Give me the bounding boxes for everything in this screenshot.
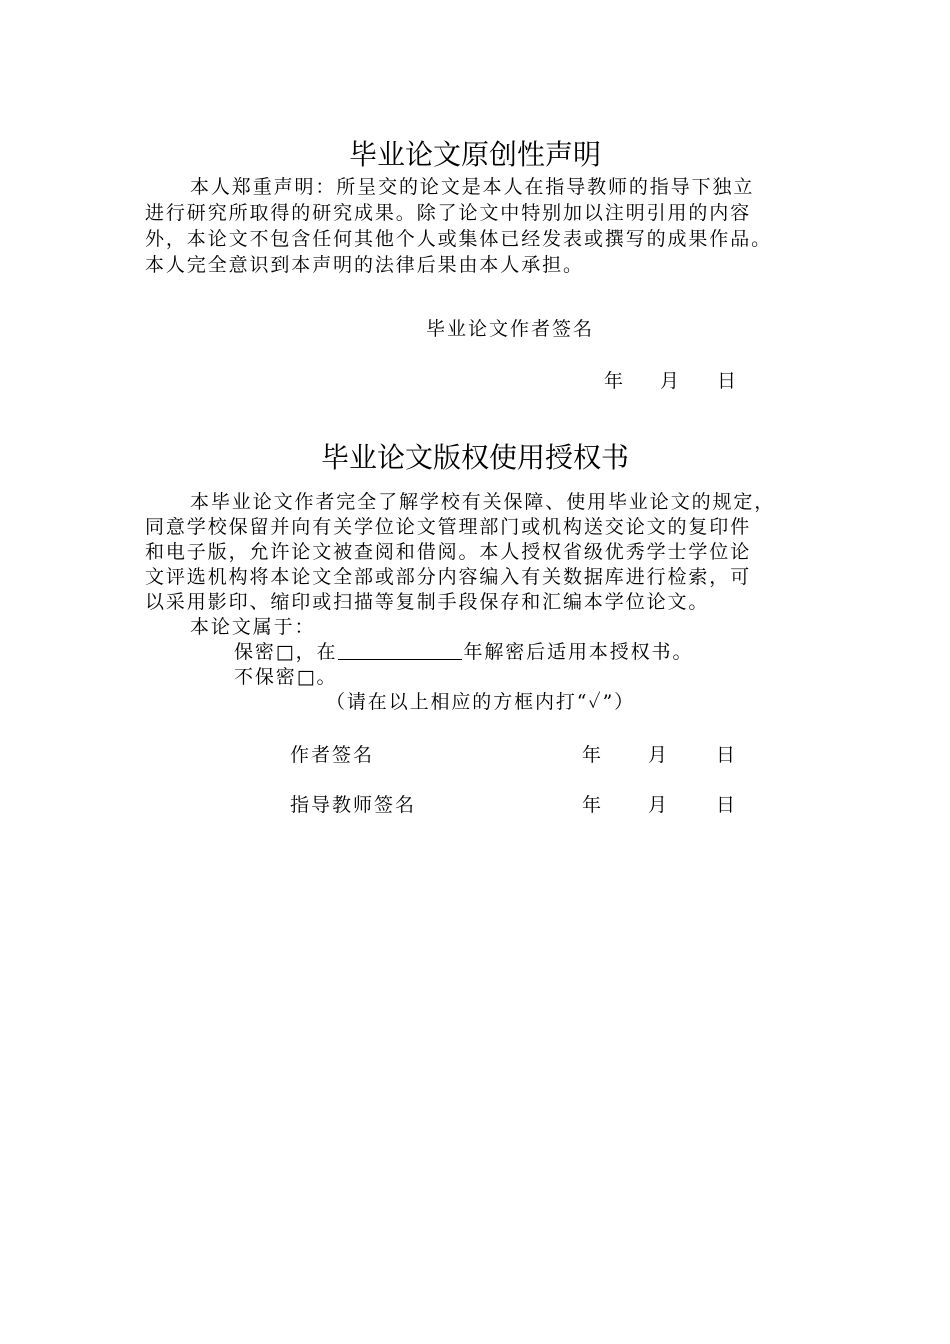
- declaration-line-2: 进行研究所取得的研究成果。除了论文中特别加以注明引用的内容: [145, 202, 752, 224]
- declaration-line-3: 外，本论文不包含任何其他个人或集体已经发表或撰写的成果作品。: [145, 228, 773, 250]
- belongs-label: 本论文属于：: [190, 616, 316, 638]
- check-instruction: （请在以上相应的方框内打“✓”）: [326, 691, 636, 713]
- author-date-year: 年: [582, 744, 604, 766]
- declaration-date-month: 月: [660, 370, 682, 392]
- authorization-line-3: 和电子版，允许论文被查阅和借阅。本人授权省级优秀学士学位论: [145, 541, 752, 563]
- advisor-signature-label: 指导教师签名: [290, 794, 417, 816]
- declaration-line-1: 本人郑重声明：所呈交的论文是本人在指导教师的指导下独立: [190, 176, 755, 198]
- declaration-date-day: 日: [717, 370, 739, 392]
- declaration-line-4: 本人完全意识到本声明的法律后果由本人承担。: [145, 254, 584, 276]
- declaration-title: 毕业论文原创性声明: [348, 138, 601, 171]
- author-signature-label: 作者签名: [290, 744, 375, 766]
- advisor-date-year: 年: [582, 794, 604, 816]
- authorization-line-2: 同意学校保留并向有关学位论文管理部门或机构送交论文的复印件: [145, 516, 752, 538]
- authorization-title: 毕业论文版权使用授权书: [320, 441, 629, 474]
- advisor-date-month: 月: [648, 794, 670, 816]
- author-date-day: 日: [716, 744, 738, 766]
- authorization-line-5: 以采用影印、缩印或扫描等复制手段保存和汇编本学位论文。: [145, 591, 710, 613]
- option-confidential: [234, 640, 693, 664]
- author-date-month: 月: [648, 744, 670, 766]
- option-confidential-prefix: 保密□，在: [234, 641, 338, 663]
- declaration-signature-label: 毕业论文作者签名: [426, 318, 595, 340]
- decrypt-years-blank[interactable]: [338, 641, 462, 660]
- advisor-date-day: 日: [716, 794, 738, 816]
- option-confidential-suffix: 年解密后适用本授权书。: [463, 641, 694, 663]
- option-not-confidential: 不保密□。: [234, 666, 338, 688]
- authorization-line-4: 文评选机构将本论文全部或部分内容编入有关数据库进行检索，可: [145, 566, 752, 588]
- authorization-line-1: 本毕业论文作者完全了解学校有关保障、使用毕业论文的规定，: [190, 491, 776, 513]
- declaration-date-year: 年: [604, 370, 626, 392]
